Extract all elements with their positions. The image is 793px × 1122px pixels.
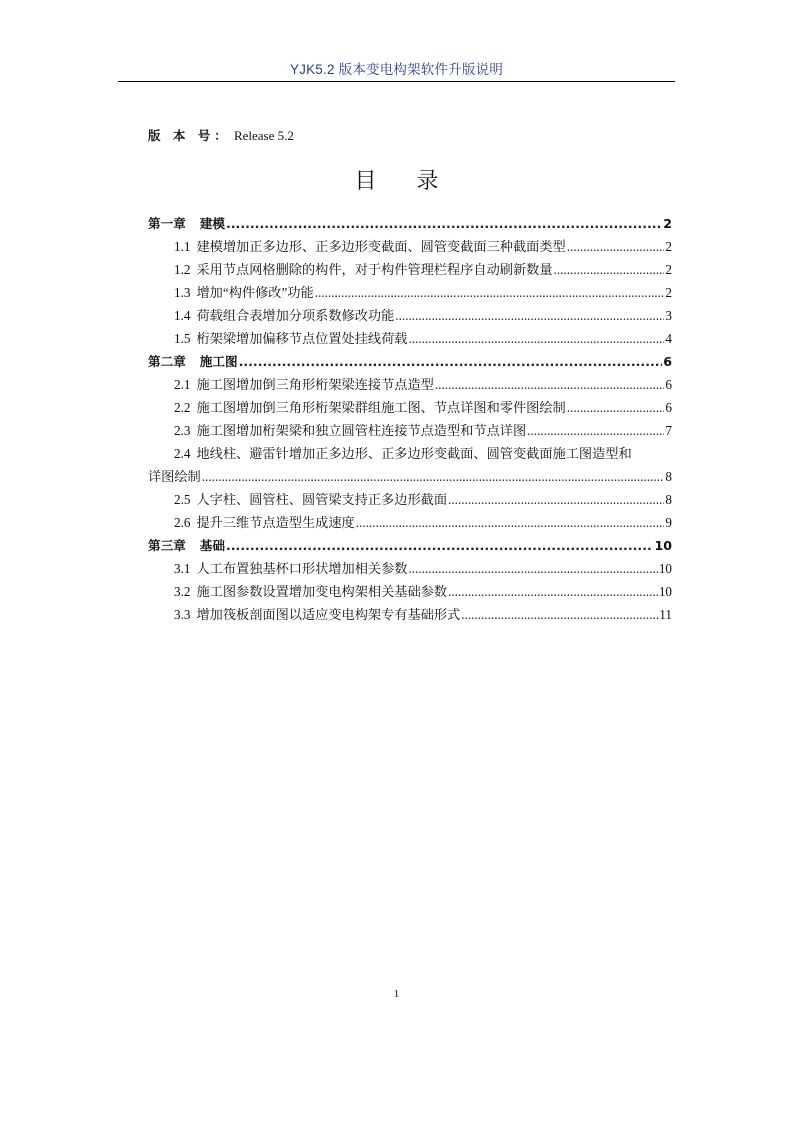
page-ref: 4 (665, 331, 672, 346)
section-title: 采用节点网格删除的构件，对于构件管理栏程序自动刷新数量 (196, 262, 553, 277)
dot-leader (554, 262, 665, 278)
toc-section-1-5[interactable] (148, 328, 672, 351)
chapter-title: 建模 (199, 216, 225, 231)
dot-leader (202, 469, 665, 485)
toc-section-2-5[interactable] (148, 489, 672, 512)
page-ref: 7 (665, 423, 672, 438)
toc-section-1-2[interactable] (148, 259, 672, 282)
chapter-title: 基础 (199, 538, 225, 553)
dot-leader (567, 400, 665, 416)
page-ref: 10 (658, 584, 672, 599)
page-ref: 6 (665, 400, 672, 415)
section-title: 增加“构件修改”功能 (196, 285, 314, 300)
toc-section-2-2[interactable] (148, 397, 672, 420)
dot-leader (435, 377, 665, 393)
section-number: 2.6 (174, 515, 191, 530)
section-title: 施工图增加桁架梁和独立圆管柱连接节点造型和节点详图 (196, 423, 527, 438)
section-title: 建模增加正多边形、正多边形变截面、圆管变截面三种截面类型 (196, 239, 566, 254)
section-number: 1.4 (174, 308, 191, 323)
toc-title: 目录 (354, 168, 479, 193)
dot-leader (448, 492, 664, 508)
section-number: 1.3 (174, 285, 191, 300)
page-ref: 3 (665, 308, 672, 323)
dot-leader (226, 216, 662, 231)
section-title: 荷载组合表增加分项系数修改功能 (196, 308, 395, 323)
page-ref: 11 (659, 607, 672, 622)
dot-leader (527, 423, 664, 439)
section-number: 3.3 (174, 607, 191, 622)
section-title: 桁架梁增加偏移节点位置处挂线荷载 (196, 331, 408, 346)
section-number: 2.2 (174, 400, 191, 415)
toc-section-3-3[interactable] (148, 604, 672, 627)
section-number: 2.5 (174, 492, 191, 507)
chapter-number: 第三章 (148, 538, 186, 553)
page-ref: 6 (665, 377, 672, 392)
page-ref: 2 (665, 262, 672, 277)
dot-leader (395, 308, 664, 324)
toc-section-1-1[interactable] (148, 236, 672, 259)
page-ref: 2 (665, 285, 672, 300)
section-number: 1.1 (174, 239, 191, 254)
section-title: 施工图参数设置增加变电构架相关基础参数 (196, 584, 448, 599)
dot-leader (567, 239, 665, 255)
section-title: 地线柱、避雷针增加正多边形、正多边形变截面、圆管变截面施工图造型和 (196, 446, 632, 461)
page-ref: 2 (665, 239, 672, 254)
page-ref: 6 (663, 354, 672, 369)
toc-section-2-3[interactable] (148, 420, 672, 443)
page-header-title: YJK5.2 版本变电构架软件升版说明 (289, 62, 504, 77)
dot-leader (408, 561, 657, 577)
section-number: 3.2 (174, 584, 191, 599)
toc-section-2-4-continued[interactable] (148, 466, 672, 489)
toc-chapter-2[interactable] (148, 351, 672, 374)
page-ref: 9 (665, 515, 672, 530)
header-rule (118, 81, 675, 82)
section-number: 3.1 (174, 561, 191, 576)
page-ref: 2 (663, 216, 672, 231)
page-ref: 10 (658, 561, 672, 576)
page-ref: 8 (665, 469, 672, 484)
section-number: 2.1 (174, 377, 191, 392)
chapter-title: 施工图 (199, 354, 238, 369)
toc-section-1-3[interactable] (148, 282, 672, 305)
page-number: 1 (393, 988, 400, 1000)
section-number: 2.3 (174, 423, 191, 438)
version-value: Release 5.2 (233, 128, 294, 143)
dot-leader (356, 515, 665, 531)
dot-leader (226, 538, 654, 553)
section-number: 1.2 (174, 262, 191, 277)
version-line (148, 126, 294, 144)
table-of-contents (148, 213, 672, 627)
toc-section-3-1[interactable] (148, 558, 672, 581)
section-title-continued: 详图绘制 (148, 469, 201, 484)
chapter-number: 第二章 (148, 354, 186, 369)
toc-section-2-6[interactable] (148, 512, 672, 535)
dot-leader (408, 331, 664, 347)
section-title: 增加筏板剖面图以适应变电构架专有基础形式 (196, 607, 461, 622)
section-title: 施工图增加倒三角形桁架梁连接节点造型 (196, 377, 434, 392)
toc-section-3-2[interactable] (148, 581, 672, 604)
section-number: 1.5 (174, 331, 191, 346)
toc-chapter-3[interactable] (148, 535, 672, 558)
dot-leader (239, 354, 663, 369)
version-label: 版 本 号： (148, 128, 231, 143)
page-ref: 10 (654, 538, 672, 553)
chapter-number: 第一章 (148, 216, 186, 231)
toc-section-1-4[interactable] (148, 305, 672, 328)
dot-leader (448, 584, 658, 600)
page-ref: 8 (665, 492, 672, 507)
dot-leader (315, 285, 665, 301)
section-title: 人工布置独基杯口形状增加相关参数 (196, 561, 408, 576)
toc-section-2-1[interactable] (148, 374, 672, 397)
section-title: 提升三维节点造型生成速度 (196, 515, 355, 530)
dot-leader (461, 607, 658, 623)
toc-section-2-4[interactable] (148, 443, 672, 466)
section-number: 2.4 (174, 446, 191, 461)
section-title: 人字柱、圆管柱、圆管梁支持正多边形截面 (196, 492, 448, 507)
toc-chapter-1[interactable] (148, 213, 672, 236)
section-title: 施工图增加倒三角形桁架梁群组施工图、节点详图和零件图绘制 (196, 400, 566, 415)
